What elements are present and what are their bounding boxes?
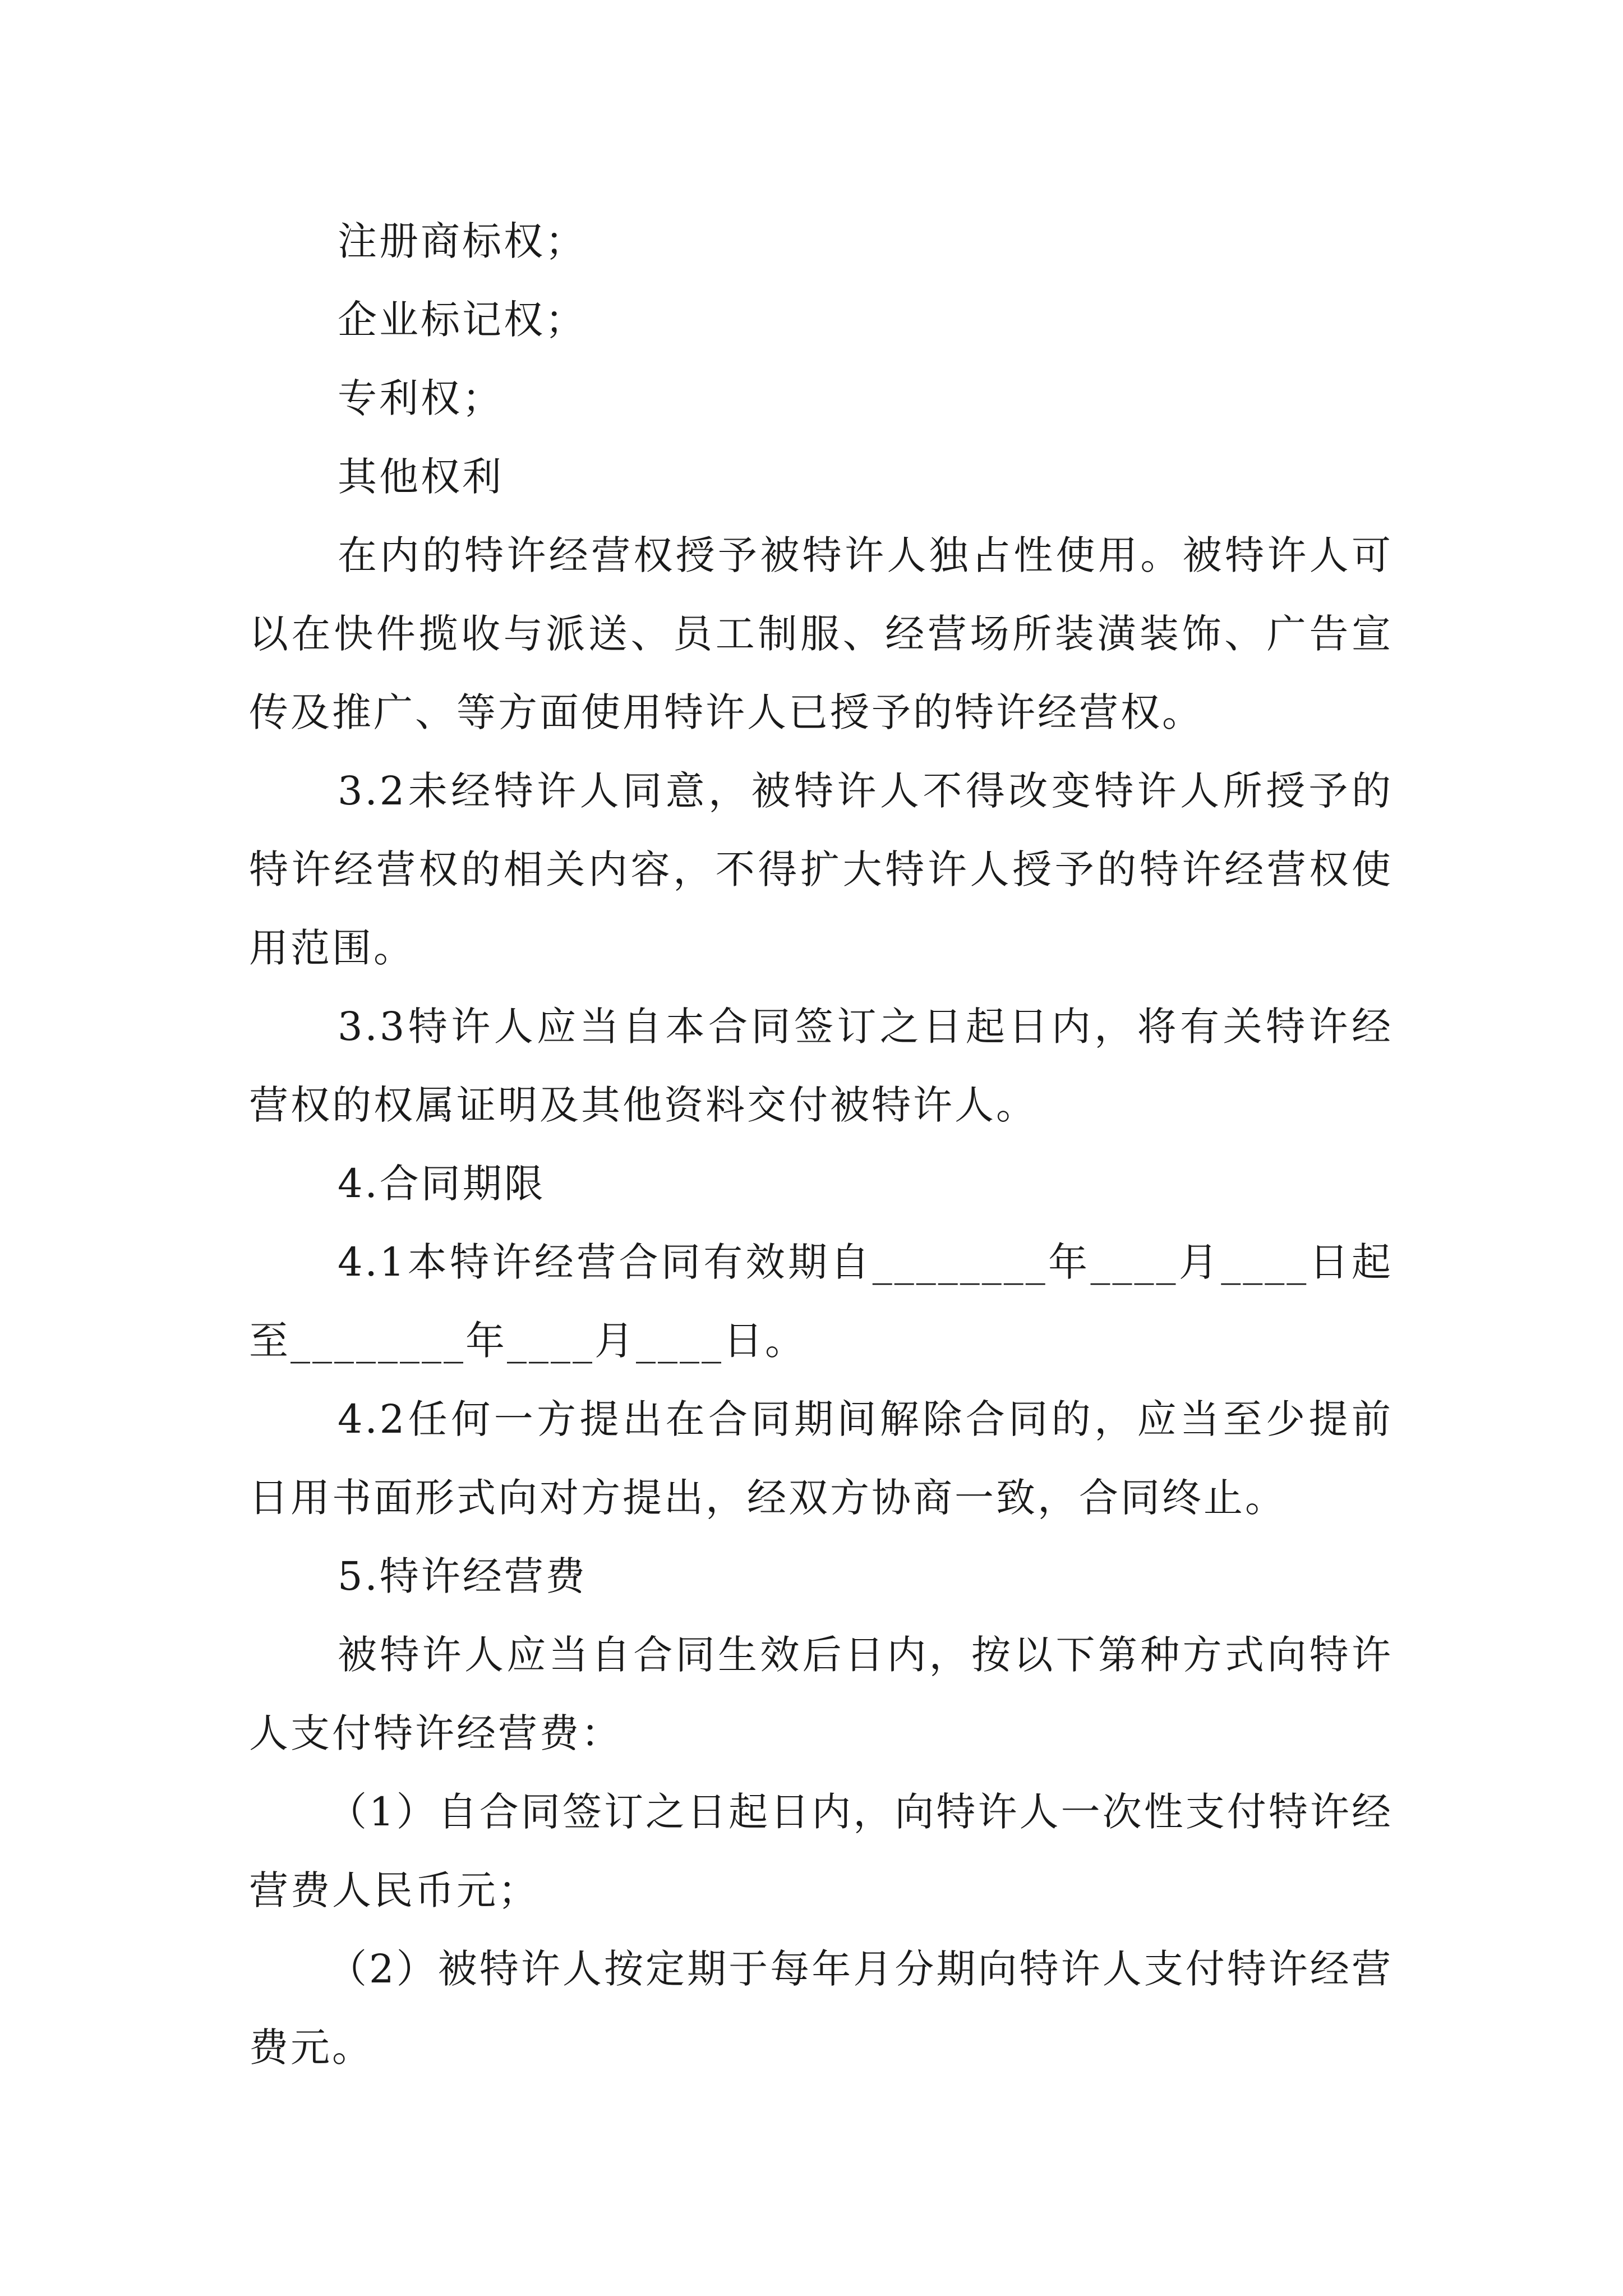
paragraph-other-rights: 其他权利 [338,454,504,500]
document-body [249,202,1393,2087]
paragraph-exclusive-use: 在内的特许经营权授予被特许人独占性使用。被特许人可以在快件揽收与派送、员工制服、经营场所装潢装饰、广告宣传及推广、等方面使用特许人已授予的特许经营权。 [249,532,1393,735]
paragraph-clause-3-2: 3.2未经特许人同意，被特许人不得改变特许人所授予的特许经营权的相关内容，不得扩大特许人授予的特许经营权使用范围。 [249,768,1393,971]
heading-contract-term: 4.合同期限 [338,1161,546,1207]
paragraph-trademark-right: 注册商标权； [338,218,587,264]
paragraph-patent-right: 专利权； [338,375,504,421]
paragraph-clause-4-2: 4.2任何一方提出在合同期间解除合同的，应当至少提前日用书面形式向对方提出，经双方协商一致，合同终止。 [249,1396,1393,1521]
paragraph-clause-4-1: 4.1本特许经营合同有效期自________年____月____日起至________年____月____日。 [249,1239,1393,1364]
paragraph-fee-option-1: （1）自合同签订之日起日内，向特许人一次性支付特许经营费人民币元； [249,1789,1393,1913]
heading-franchise-fee: 5.特许经营费 [338,1553,587,1599]
paragraph-clause-3-3: 3.3特许人应当自本合同签订之日起日内，将有关特许经营权的权属证明及其他资料交付被特许人。 [249,1004,1393,1128]
paragraph-fee-option-2: （2）被特许人按定期于每年月分期向特许人支付特许经营费元。 [249,1946,1393,2070]
paragraph-fee-payment: 被特许人应当自合同生效后日内，按以下第种方式向特许人支付特许经营费： [249,1632,1393,1756]
paragraph-enterprise-mark-right: 企业标记权； [338,297,587,343]
